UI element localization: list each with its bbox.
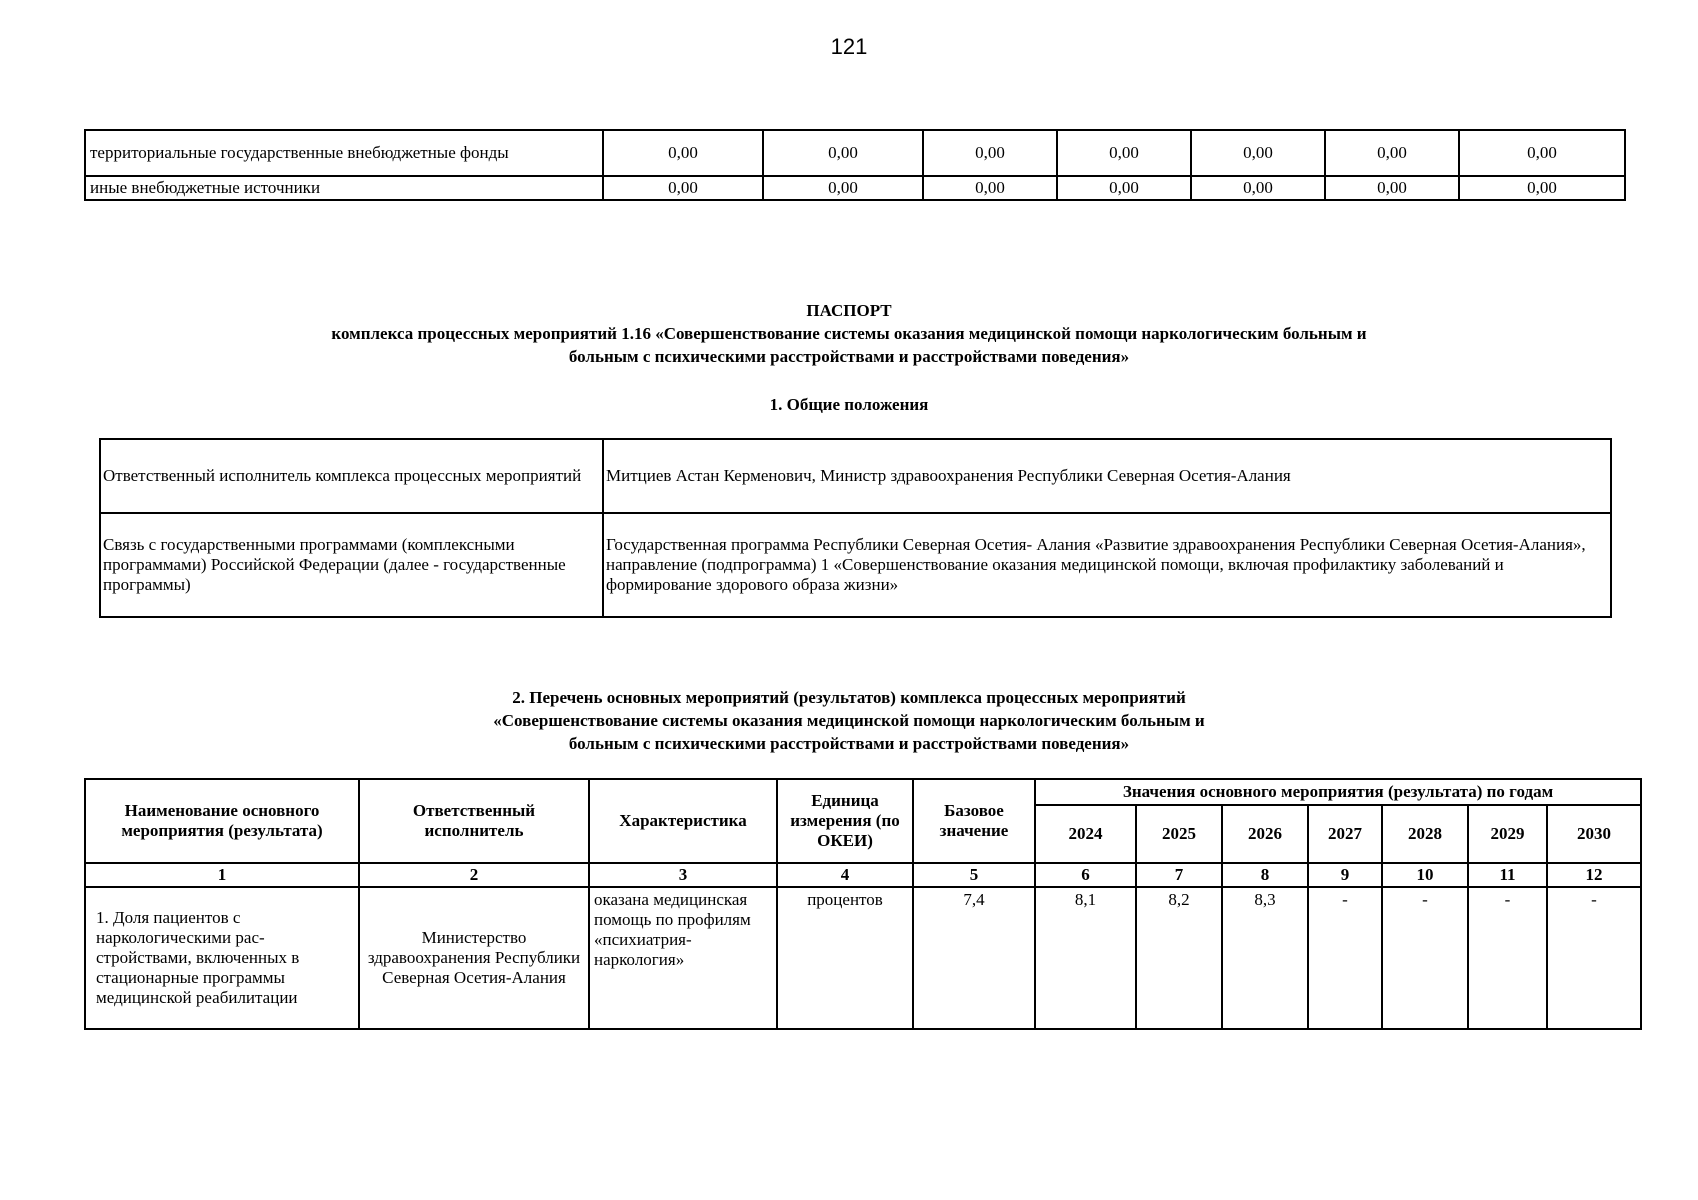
column-number: 11: [1468, 863, 1547, 887]
measure-responsible: Министерство здравоохранения Республики Северная Осетия-Алания: [359, 887, 589, 1029]
row-value: [603, 513, 1611, 617]
row-label: территориальные государственные внебюджетные фонды: [85, 130, 603, 176]
header-year: 2029: [1468, 805, 1547, 863]
measure-value: -: [1308, 887, 1382, 1029]
header-responsible: Ответственный исполнитель: [359, 779, 589, 863]
passport-subtitle-line: больным с психическими расстройствами и расстройствами поведения»: [568, 347, 1130, 366]
measure-value: 8,2: [1136, 887, 1222, 1029]
passport-title: [0, 299, 1698, 368]
general-provisions-table: [99, 438, 1612, 618]
passport-heading: ПАСПОРТ: [806, 301, 892, 320]
row-label: Связь с государственными программами (комплексными программами) Российской Федерации (далее - государственные программы): [100, 513, 603, 617]
value-line: Государственная программа Республики Северная Осетия- Алания «Развитие здравоохранения Республики Северная Осетия-Алания»,: [606, 535, 1586, 554]
section2-title: [0, 686, 1698, 755]
table-row: [100, 513, 1611, 617]
row-label: Ответственный исполнитель комплекса процессных мероприятий: [100, 439, 603, 513]
measure-value: -: [1468, 887, 1547, 1029]
value-cell: 0,00: [1459, 176, 1625, 200]
section2-title-line: больным с психическими расстройствами и расстройствами поведения»: [568, 734, 1130, 753]
column-number: 4: [777, 863, 913, 887]
value-cell: 0,00: [603, 176, 763, 200]
column-number: 9: [1308, 863, 1382, 887]
page-number: 121: [830, 34, 868, 59]
header-year: 2026: [1222, 805, 1308, 863]
value-cell: 0,00: [1325, 130, 1459, 176]
value-cell: 0,00: [603, 130, 763, 176]
header-characteristic: Характеристика: [589, 779, 777, 863]
header-base: Базовое значение: [913, 779, 1035, 863]
header-year: 2024: [1035, 805, 1136, 863]
funding-sources-table: [84, 129, 1626, 201]
column-number: 3: [589, 863, 777, 887]
passport-subtitle-line: комплекса процессных мероприятий 1.16 «Совершенствование системы оказания медицинской помощи наркологическим больным и: [331, 324, 1367, 343]
column-number: 10: [1382, 863, 1468, 887]
column-number: 1: [85, 863, 359, 887]
measure-name: 1. Доля пациентов с наркологическими рас-стройствами, включенных в стационарные программы медицинской реабилитации: [85, 887, 359, 1029]
value-cell: 0,00: [923, 176, 1057, 200]
value-cell: 0,00: [1459, 130, 1625, 176]
column-number: 5: [913, 863, 1035, 887]
measure-value: -: [1547, 887, 1641, 1029]
value-cell: 0,00: [1057, 130, 1191, 176]
header-year: 2027: [1308, 805, 1382, 863]
value-cell: 0,00: [923, 130, 1057, 176]
value-cell: 0,00: [1191, 130, 1325, 176]
value-cell: 0,00: [763, 130, 923, 176]
column-number: 12: [1547, 863, 1641, 887]
table-row: [85, 130, 1625, 176]
header-row: [85, 779, 1641, 805]
value-cell: 0,00: [1325, 176, 1459, 200]
measure-value: 8,3: [1222, 887, 1308, 1029]
table-row: [100, 439, 1611, 513]
measures-table: [84, 778, 1642, 1030]
column-number: 7: [1136, 863, 1222, 887]
value-line: направление (подпрограмма) 1 «Совершенствование оказания медицинской помощи, включая профилактику заболеваний и формирование здорового образа жизни»: [606, 555, 1504, 594]
column-number: 6: [1035, 863, 1136, 887]
value-cell: 0,00: [1191, 176, 1325, 200]
measure-characteristic: оказана медицинская помощь по профилям «психиатрия-наркология»: [589, 887, 777, 1029]
section2-title-line: 2. Перечень основных мероприятий (результатов) комплекса процессных мероприятий: [512, 688, 1186, 707]
measure-value: 8,1: [1035, 887, 1136, 1029]
column-number-row: [85, 863, 1641, 887]
value-cell: 0,00: [763, 176, 923, 200]
value-line: Митциев Астан Керменович, Министр здравоохранения Республики Северная Осетия-Алания: [606, 466, 1291, 485]
row-label: иные внебюджетные источники: [85, 176, 603, 200]
header-year: 2025: [1136, 805, 1222, 863]
section2-title-line: «Совершенствование системы оказания медицинской помощи наркологическим больным и: [493, 711, 1205, 730]
row-value: [603, 439, 1611, 513]
header-values-by-year: Значения основного мероприятия (результата) по годам: [1035, 779, 1641, 805]
header-year: 2030: [1547, 805, 1641, 863]
measure-unit: процентов: [777, 887, 913, 1029]
header-name: Наименование основного мероприятия (результата): [85, 779, 359, 863]
table-row: [85, 887, 1641, 1029]
column-number: 8: [1222, 863, 1308, 887]
header-year: 2028: [1382, 805, 1468, 863]
section1-title: 1. Общие положения: [769, 395, 929, 414]
table-row: [85, 176, 1625, 200]
value-cell: 0,00: [1057, 176, 1191, 200]
measure-base-value: 7,4: [913, 887, 1035, 1029]
header-unit: Единица измерения (по ОКЕИ): [777, 779, 913, 863]
measure-value: -: [1382, 887, 1468, 1029]
column-number: 2: [359, 863, 589, 887]
